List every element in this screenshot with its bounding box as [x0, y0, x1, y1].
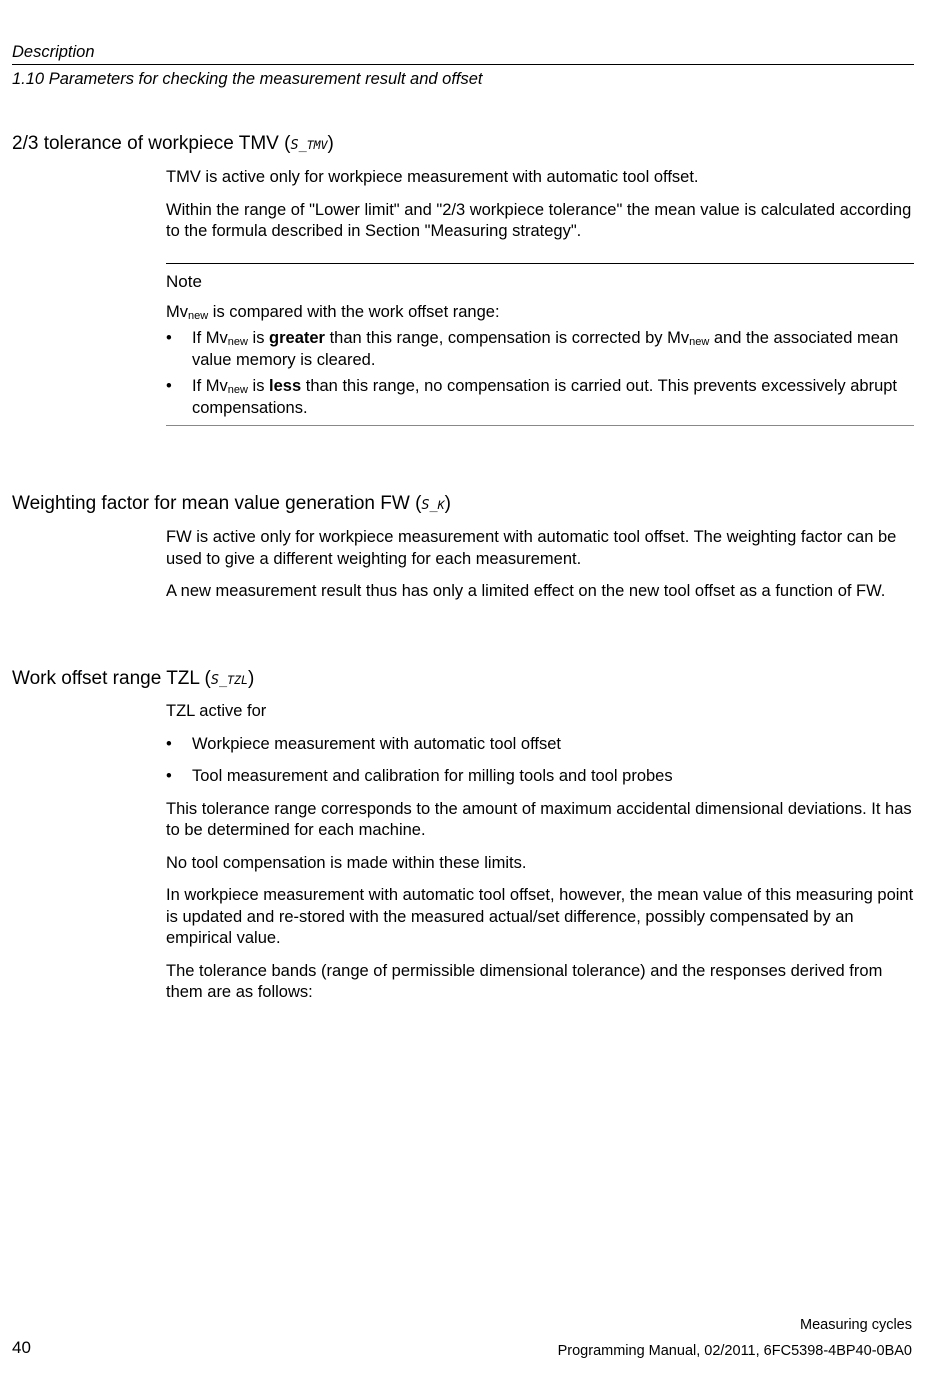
- bullet-icon: •: [166, 329, 172, 347]
- bullet-icon: •: [166, 377, 172, 395]
- fw-paragraph-1: FW is active only for workpiece measurement with automatic tool offset. The weighting factor can be used to give a different weighting for each measurement.: [166, 528, 897, 568]
- bullet-icon: •: [166, 734, 172, 753]
- tzl-variable: S_TZL: [210, 672, 248, 688]
- header-rule: [12, 64, 914, 65]
- fw-body: [166, 527, 914, 614]
- note-bullet-greater: • If $Mv_{new}$ is greater than this range, compensation is corrected by $Mv_{new}$ and the associated mean value memory is cleared.: [166, 329, 899, 369]
- fw-paragraph-2: A new measurement result thus has only a limited effect on the new tool offset as a function of FW.: [166, 582, 886, 600]
- fw-variable: S_K: [421, 497, 445, 513]
- tzl-paragraph-1: TZL active for: [166, 702, 267, 720]
- tzl-paragraph-2: This tolerance range corresponds to the amount of maximum accidental dimensional deviations. It has to be determined for each machine.: [166, 799, 912, 839]
- tzl-bullet-workpiece: • Workpiece measurement with automatic tool offset: [166, 734, 914, 756]
- bullet-icon: •: [166, 767, 172, 785]
- footer-manual: Programming Manual, 02/2011, 6FC5398-4BP40-0BA0: [557, 1343, 912, 1359]
- note-box: [166, 263, 914, 427]
- note-intro: $Mv_{new}$ is compared with the work offset range:: [166, 302, 500, 322]
- tzl-heading: Work offset range TZL (S_TZL): [12, 668, 255, 689]
- tzl-paragraph-5: The tolerance bands (range of permissible dimensional tolerance) and the responses derived from them are as follows:: [166, 961, 883, 1001]
- note-title: Note: [166, 271, 202, 291]
- tmv-body: [166, 167, 914, 426]
- tmv-heading: 2/3 tolerance of workpiece TMV (S_TMV): [12, 133, 334, 154]
- tmv-paragraph-1: TMV is active only for workpiece measurement with automatic tool offset.: [166, 168, 699, 186]
- tzl-paragraph-4: In workpiece measurement with automatic tool offset, however, the mean value of this measuring point is updated and re-stored with the measured actual/set difference, possibly compensated by an empirical value.: [166, 886, 914, 947]
- tzl-paragraph-3: No tool compensation is made within these limits.: [166, 853, 527, 872]
- chapter-title: Description: [12, 43, 95, 61]
- fw-heading: Weighting factor for mean value generation FW (S_K): [12, 493, 451, 514]
- tzl-body: [166, 701, 914, 1015]
- note-bullet-less: • If $Mv_{new}$ is less than this range, no compensation is carried out. This prevents excessively abrupt compensations.: [166, 377, 898, 417]
- page-number: 40: [12, 1338, 31, 1357]
- tmv-variable: S_TMV: [290, 137, 328, 153]
- footer-title: Measuring cycles: [799, 1317, 912, 1333]
- section-title: 1.10 Parameters for checking the measurement result and offset: [12, 70, 483, 88]
- tmv-paragraph-2: Within the range of "Lower limit" and "2/3 workpiece tolerance" the mean value is calculated according to the formula described in Section "Measuring strategy".: [166, 200, 912, 240]
- page-header: [12, 40, 914, 91]
- tzl-bullet-tool: • Tool measurement and calibration for milling tools and tool probes: [166, 766, 914, 788]
